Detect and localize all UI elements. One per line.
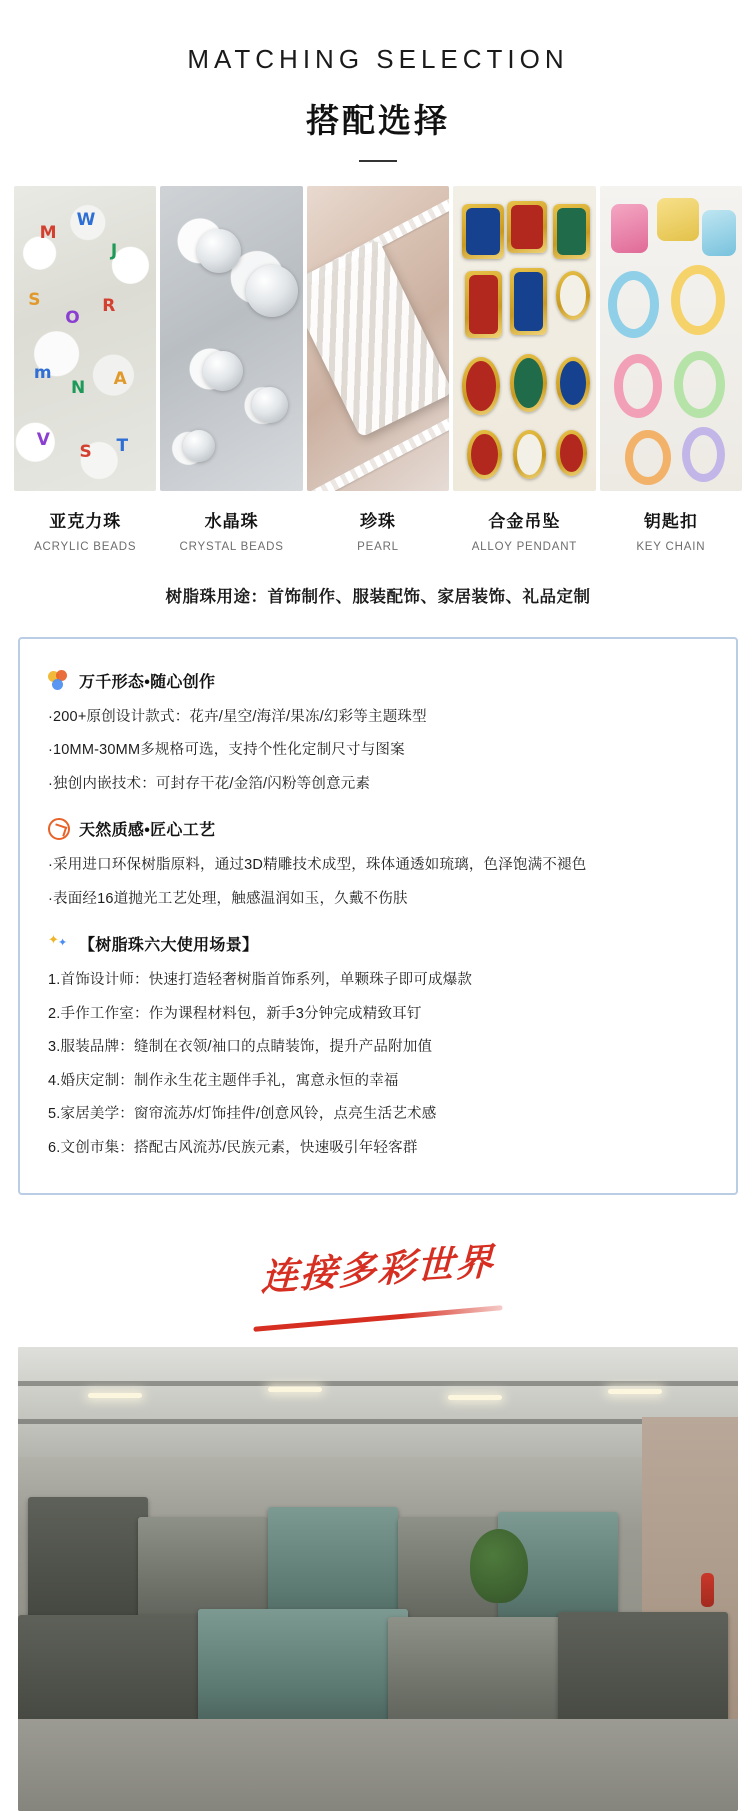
ceiling-lamp xyxy=(448,1395,502,1400)
brand-slogan xyxy=(0,1239,756,1335)
craft-hand-icon xyxy=(48,818,70,840)
gallery-item-crystal-beads[interactable] xyxy=(160,186,302,553)
feature-line: ·采用进口环保树脂原料，通过3D精雕技术成型，珠体通透如琉璃，色泽饱满不褪色 xyxy=(48,857,587,874)
ceiling-lamp xyxy=(608,1389,662,1394)
feature-line: 3.服装品牌：缝制在衣领/袖口的点睛装饰，提升产品附加值 xyxy=(48,1039,433,1056)
key-chain-photo xyxy=(600,186,742,491)
crystal-beads-photo xyxy=(160,186,302,491)
gallery-item-pearl[interactable] xyxy=(307,186,449,553)
feature-line: 2.手作工作室：作为课程材料包，新手3分钟完成精致耳钉 xyxy=(48,1005,422,1022)
sparkle-icon: ✦ ✦ xyxy=(48,931,68,949)
gallery-label-en: PEARL xyxy=(357,541,399,553)
page-title-en: MATCHING SELECTION xyxy=(187,44,569,74)
ceiling-beam xyxy=(18,1419,738,1424)
gallery-label-cn: 水晶珠 xyxy=(204,512,259,531)
machine xyxy=(18,1615,218,1735)
feature-heading xyxy=(48,669,708,692)
machine xyxy=(28,1497,148,1627)
alloy-pendant-photo xyxy=(453,186,595,491)
feature-line: ·10MM-30MM多规格可选，支持个性化定制尺寸与图案 xyxy=(48,742,405,759)
feature-group-forms xyxy=(48,669,708,795)
feature-line: 6.文创市集：搭配古风流苏/民族元素，快速吸引年轻客群 xyxy=(48,1139,418,1156)
feature-line: 5.家居美学：窗帘流苏/灯饰挂件/创意风铃，点亮生活艺术感 xyxy=(48,1106,437,1123)
feature-group-craft xyxy=(48,817,708,910)
feature-line: ·200+原创设计款式：花卉/星空/海洋/果冻/幻彩等主题珠型 xyxy=(48,709,427,725)
ceiling-lamp xyxy=(88,1393,142,1398)
gallery-label-cn: 合金吊坠 xyxy=(488,512,561,531)
factory-workshop-photo xyxy=(18,1347,738,1811)
category-gallery xyxy=(0,186,756,553)
gallery-label-en: ALLOY PENDANT xyxy=(471,541,578,553)
slogan-text: 连接多彩世界 xyxy=(260,1238,496,1300)
gallery-label-en: ACRYLIC BEADS xyxy=(34,541,137,553)
page-header xyxy=(0,0,756,162)
gallery-label-cn: 钥匙扣 xyxy=(643,512,698,531)
feature-title: 万千形态•随心创作 xyxy=(79,674,216,691)
feature-group-scenarios xyxy=(48,932,708,1159)
title-divider xyxy=(359,160,397,162)
feature-line: 4.婚庆定制：制作永生花主题伴手礼，寓意永恒的幸福 xyxy=(48,1072,399,1089)
feature-heading xyxy=(48,817,708,840)
gallery-label-en: CRYSTAL BEADS xyxy=(179,541,284,553)
pearl-photo xyxy=(307,186,449,491)
slogan-brush-stroke xyxy=(253,1305,502,1332)
ceiling-beam xyxy=(18,1381,738,1386)
ceiling xyxy=(18,1347,738,1457)
potted-plant xyxy=(470,1529,528,1603)
gallery-item-acrylic-beads[interactable] xyxy=(14,186,156,553)
ceiling-lamp xyxy=(268,1387,322,1392)
acrylic-beads-photo: M W J S O R m N A V S T xyxy=(14,186,156,491)
floor xyxy=(18,1719,738,1811)
page-title-cn: 搭配选择 xyxy=(306,102,450,139)
gallery-item-key-chain[interactable] xyxy=(600,186,742,553)
feature-title: 天然质感•匠心工艺 xyxy=(79,822,216,840)
fire-extinguisher-icon xyxy=(701,1573,714,1607)
feature-line: ·表面经16道抛光工艺处理，触感温润如玉，久戴不伤肤 xyxy=(48,890,408,907)
feature-box xyxy=(18,637,738,1195)
gallery-item-alloy-pendant[interactable] xyxy=(453,186,595,553)
feature-line: ·独创内嵌技术：可封存干花/金箔/闪粉等创意元素 xyxy=(48,775,371,792)
gallery-label-cn: 亚克力珠 xyxy=(49,512,122,531)
color-dots-icon xyxy=(48,670,70,692)
feature-heading xyxy=(48,932,708,955)
gallery-label-en: KEY CHAIN xyxy=(636,541,706,553)
feature-line: 1.首饰设计师：快速打造轻奢树脂首饰系列，单颗珠子即可成爆款 xyxy=(48,972,473,989)
gallery-label-cn: 珍珠 xyxy=(360,512,397,531)
feature-title: 【树脂珠六大使用场景】 xyxy=(79,937,259,955)
usage-line: 树脂珠用途：首饰制作、服装配饰、家居装饰、礼品定制 xyxy=(165,588,591,606)
